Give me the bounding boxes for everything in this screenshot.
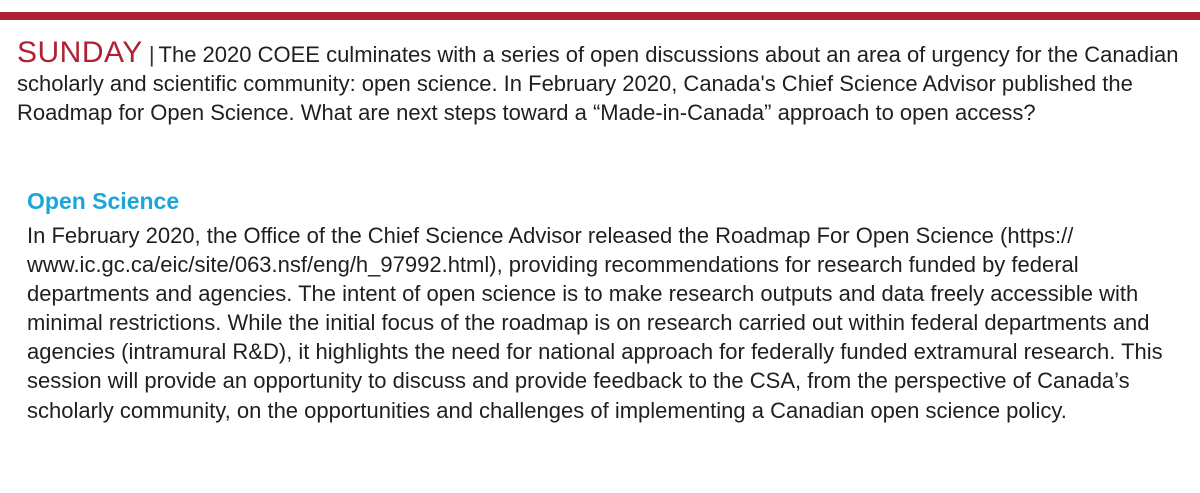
top-divider-rule (0, 12, 1200, 20)
intro-text: The 2020 COEE culminates with a series of open discussions about an area of urgency for the Canadian scholarly and scientific community: open science. In February 2020, Canada's Chief Science Advisor published the Roadmap for Open Science. What are next steps toward a “Made-in-Canada” approach to open access? (17, 42, 1179, 125)
session-title: Open Science (27, 188, 180, 214)
session-description: In February 2020, the Office of the Chief Science Advisor released the Roadmap For Open Science (https:// www.ic.gc.ca/eic/site/063.nsf/eng/h_97992.html), providing recommendations for research funded by federal departments and agencies. The intent of open science is to make research outputs and data freely accessible with minimal restrictions. While the initial focus of the roadmap is on research carried out within federal departments and agencies (intramural R&D), it highlights the need for national approach for federally funded extramural research. This session will provide an opportunity to discuss and provide feedback to the CSA, from the perspective of Canada’s scholarly community, on the opportunities and challenges of implementing a Canadian open science policy. (27, 223, 1163, 423)
session-section (27, 185, 1187, 425)
heading-separator: | (148, 42, 155, 67)
day-heading: SUNDAY (17, 36, 143, 69)
intro-paragraph (17, 38, 1182, 127)
